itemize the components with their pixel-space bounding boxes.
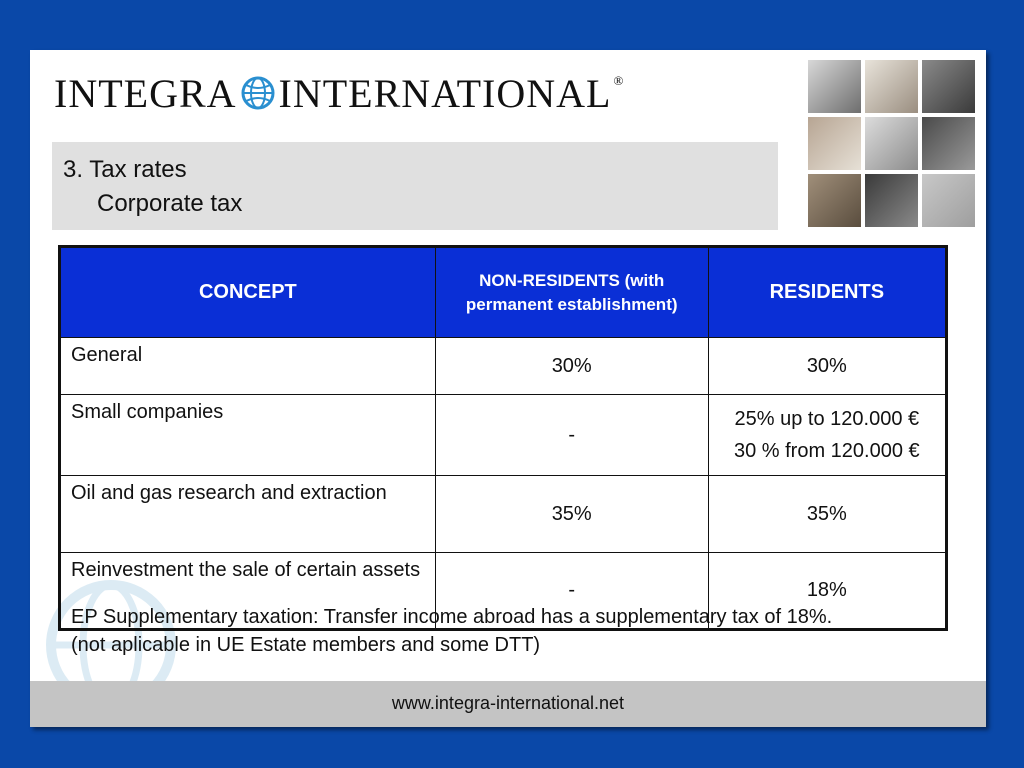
note-line-2: (not aplicable in UE Estate members and some DTT) xyxy=(71,634,541,656)
photo-tile xyxy=(922,174,975,227)
residents-value: 18% xyxy=(806,579,847,601)
table-row xyxy=(60,338,947,395)
header-non-residents-line1: NON-RESIDENTS (with xyxy=(479,270,665,290)
photo-collage xyxy=(808,60,976,230)
globe-icon xyxy=(240,75,276,111)
residents-cell xyxy=(708,338,946,395)
table-row xyxy=(60,395,947,476)
photo-tile xyxy=(922,117,975,170)
photo-tile xyxy=(808,60,861,113)
photo-tile xyxy=(865,117,918,170)
table-header-row xyxy=(60,247,947,338)
integra-logo xyxy=(54,68,624,118)
slide xyxy=(30,50,986,727)
title-box xyxy=(52,142,778,230)
photo-tile xyxy=(808,174,861,227)
photo-tile xyxy=(808,117,861,170)
non-residents-cell: 35% xyxy=(435,476,708,553)
residents-cell xyxy=(708,395,946,476)
residents-value: 30% xyxy=(806,354,847,377)
photo-tile xyxy=(865,174,918,227)
header-residents: RESIDENTS xyxy=(708,247,946,338)
photo-tile xyxy=(865,60,918,113)
note-line-1: EP Supplementary taxation: Transfer income abroad has a supplementary tax of 18%. xyxy=(71,606,833,628)
photo-tile xyxy=(922,60,975,113)
header-concept: CONCEPT xyxy=(60,247,436,338)
section-subtitle: Corporate tax xyxy=(97,190,243,217)
header-non-residents-line2: permanent establishment) xyxy=(465,294,678,314)
tax-rates-table xyxy=(58,245,948,631)
logo-text-left: INTEGRA xyxy=(54,70,237,116)
concept-cell: General xyxy=(60,338,436,395)
supplementary-tax-note xyxy=(71,603,832,659)
residents-value: 35% xyxy=(806,502,847,525)
concept-cell: Oil and gas research and extraction xyxy=(60,476,436,553)
residents-value: 30 % from 120.000 € xyxy=(733,440,920,462)
non-residents-cell: - xyxy=(435,395,708,476)
header-non-residents xyxy=(435,247,708,338)
footer-bar xyxy=(30,681,986,727)
footer-url-link[interactable]: www.integra-international.net xyxy=(391,693,625,713)
non-residents-cell: 30% xyxy=(435,338,708,395)
table-row xyxy=(60,476,947,553)
concept-cell: Small companies xyxy=(60,395,436,476)
section-title: 3. Tax rates xyxy=(63,156,187,183)
non-residents-cell: - xyxy=(435,553,708,630)
logo-text-right: INTERNATIONAL xyxy=(278,70,612,116)
residents-value: 25% up to 120.000 € xyxy=(734,408,920,430)
concept-cell: Reinvestment the sale of certain assets xyxy=(60,553,436,630)
residents-cell xyxy=(708,476,946,553)
registered-mark: ® xyxy=(613,73,625,88)
